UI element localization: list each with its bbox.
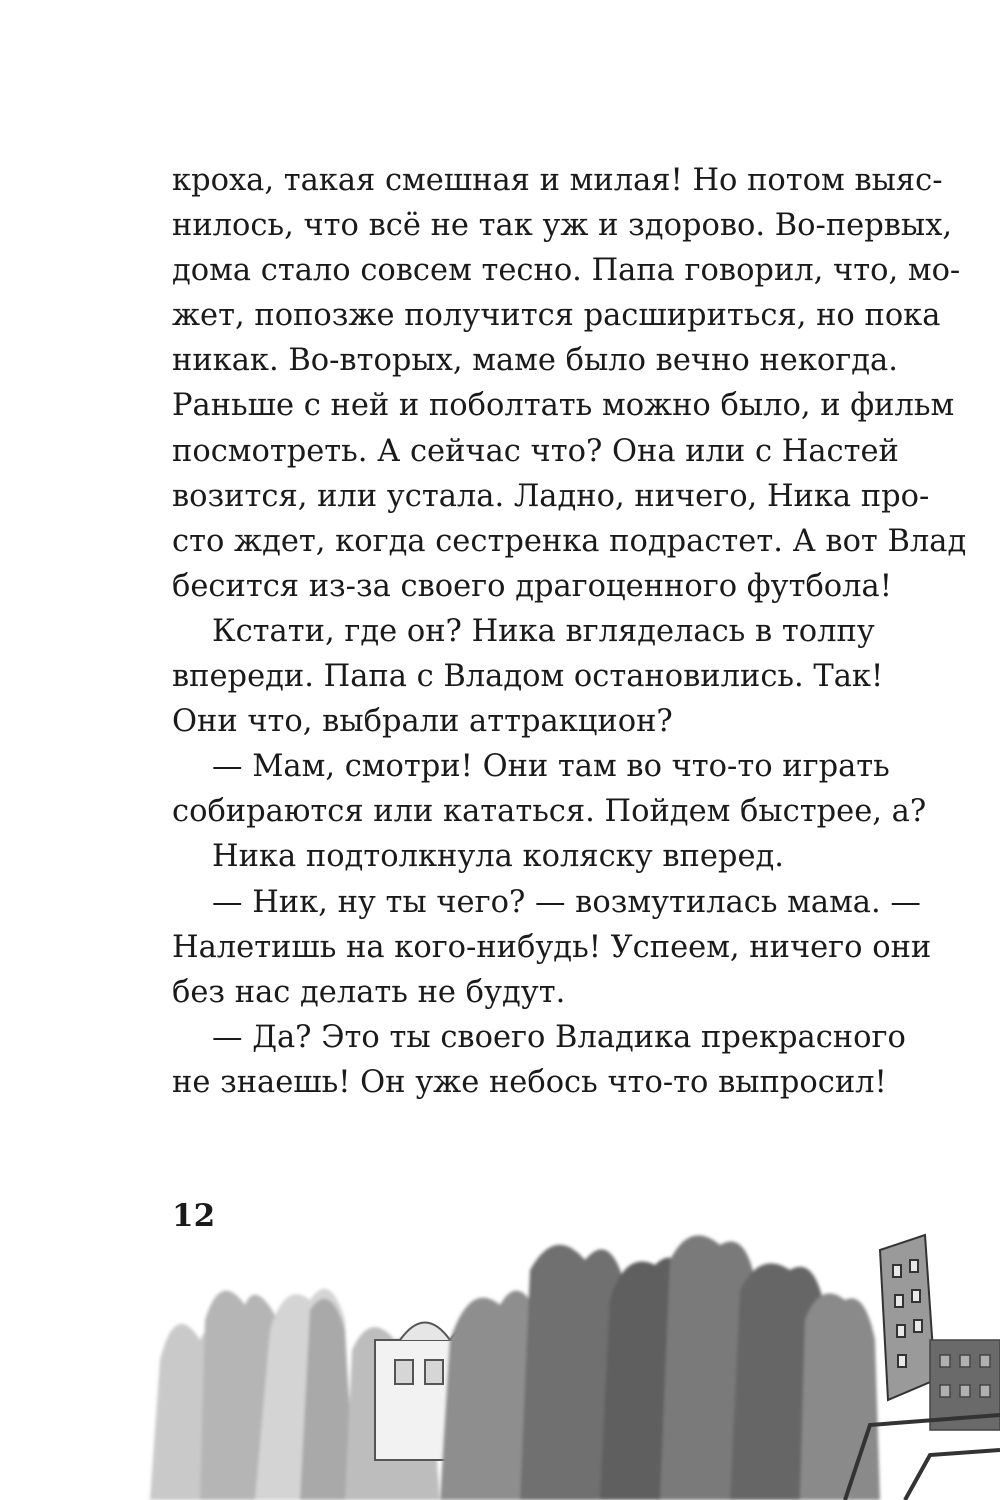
text-line: Ника подтолкнула коляску вперед.: [212, 839, 784, 875]
text-line: кроха, такая смешная и милая! Но потом выяс-: [172, 163, 943, 198]
text-line: дома стало совсем тесно. Папа говорил, что, мо-: [172, 253, 961, 289]
text-line: без нас делать не будут.: [172, 974, 566, 1010]
text-line: — Да? Это ты своего Владика прекрасного: [212, 1019, 906, 1055]
text-line: возится, или устала. Ладно, ничего, Ника про-: [172, 478, 930, 514]
text-line: Раньше с ней и поболтать можно было, и фильм: [172, 388, 955, 424]
text-line: сто ждет, когда сестренка подрастет. А вот Влад: [172, 523, 967, 559]
cityscape-illustration: [0, 1210, 1000, 1500]
text-line: бесится из-за своего драгоценного футбола!: [172, 568, 892, 604]
text-line: впереди. Папа с Владом остановились. Так!: [172, 659, 884, 695]
text-line: Кстати, где он? Ника вгляделась в толпу: [212, 613, 875, 649]
text-line: жет, попозже получится расшириться, но пока: [172, 298, 941, 334]
text-line: не знаешь! Он уже небось что-то выпросил!: [172, 1064, 887, 1100]
tower-icon: [880, 1235, 935, 1400]
text-line: посмотреть. А сейчас что? Она или с Настей: [172, 433, 899, 469]
body-text: [172, 158, 967, 1105]
text-line: нилось, что всё не так уж и здорово. Во-первых,: [172, 208, 953, 244]
text-line: — Мам, смотри! Они там во что-то играть: [212, 749, 890, 785]
text-line: никак. Во-вторых, маме было вечно некогда.: [172, 343, 898, 379]
text-line: Налетишь на кого-нибудь! Успеем, ничего они: [172, 929, 932, 965]
text-line: — Ник, ну ты чего? — возмутилась мама. —: [212, 884, 921, 920]
page-number: 12: [172, 1198, 216, 1234]
text-line: Они что, выбрали аттракцион?: [172, 704, 673, 740]
text-line: собираются или кататься. Пойдем быстрее, а?: [172, 794, 927, 830]
